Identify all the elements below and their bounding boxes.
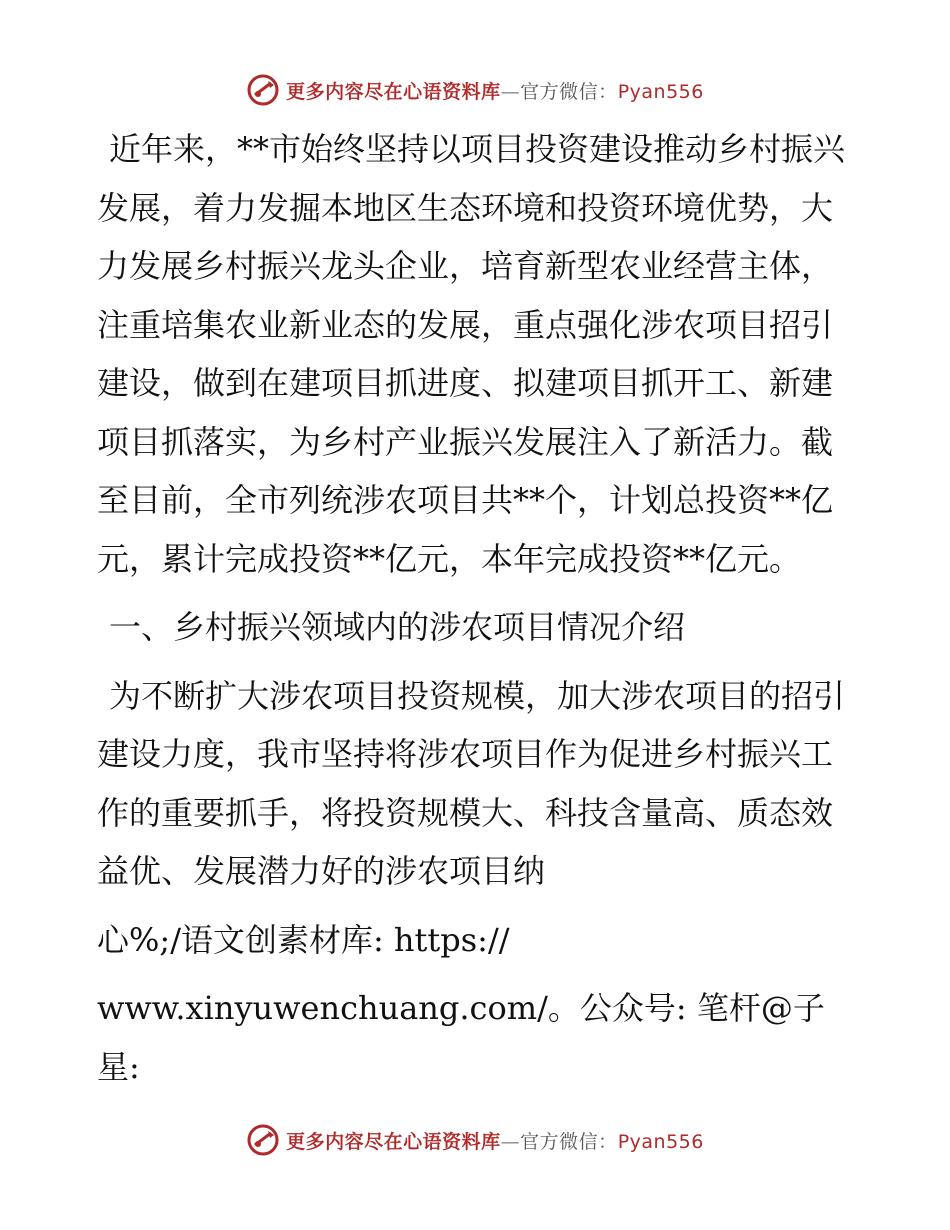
banner-brand-text: 更多内容尽在心语资料库 <box>286 80 501 103</box>
header-watermark-banner <box>0 70 950 110</box>
body-paragraph-4: www.xinyuwenchuang.com/。公众号: 笔杆@子星: <box>97 989 825 1086</box>
document-body <box>97 120 857 1096</box>
footer-watermark-banner <box>0 1120 950 1160</box>
brand-logo-icon <box>246 73 280 107</box>
banner-separator: — <box>500 1130 521 1153</box>
banner-contact-id: Pyan556 <box>617 1130 704 1153</box>
banner-contact-label: 官方微信： <box>520 80 618 103</box>
body-paragraph-1: 近年来，**市始终坚持以项目投资建设推动乡村振兴发展，着力发掘本地区生态环境和投资环境优势，大力发展乡村振兴龙头企业，培育新型农业经营主体，注重培集农业新业态的发展，重点强化涉农项目招引建设，做到在建项目抓进度、拟建项目抓开工、新建项目抓落实，为乡村产业振兴发展注入了新活力。截至目前，全市列统涉农项目共**个，计划总投资**亿元，累计完成投资**亿元，本年完成投资**亿元。 <box>97 130 846 578</box>
brand-logo-icon <box>246 1123 280 1157</box>
banner-separator: — <box>500 80 521 103</box>
banner-contact-label: 官方微信： <box>520 1130 618 1153</box>
body-paragraph-2: 为不断扩大涉农项目投资规模，加大涉农项目的招引建设力度，我市坚持将涉农项目作为促进乡村振兴工作的重要抓手，将投资规模大、科技含量高、质态效益优、发展潜力好的涉农项目纳 <box>97 676 846 890</box>
banner-contact-id: Pyan556 <box>617 80 704 103</box>
section-heading: 一、乡村振兴领域内的涉农项目情况介绍 <box>109 608 686 646</box>
banner-brand-text: 更多内容尽在心语资料库 <box>286 1130 501 1153</box>
body-paragraph-3: 心%;/语文创素材库: https:// <box>97 920 510 959</box>
